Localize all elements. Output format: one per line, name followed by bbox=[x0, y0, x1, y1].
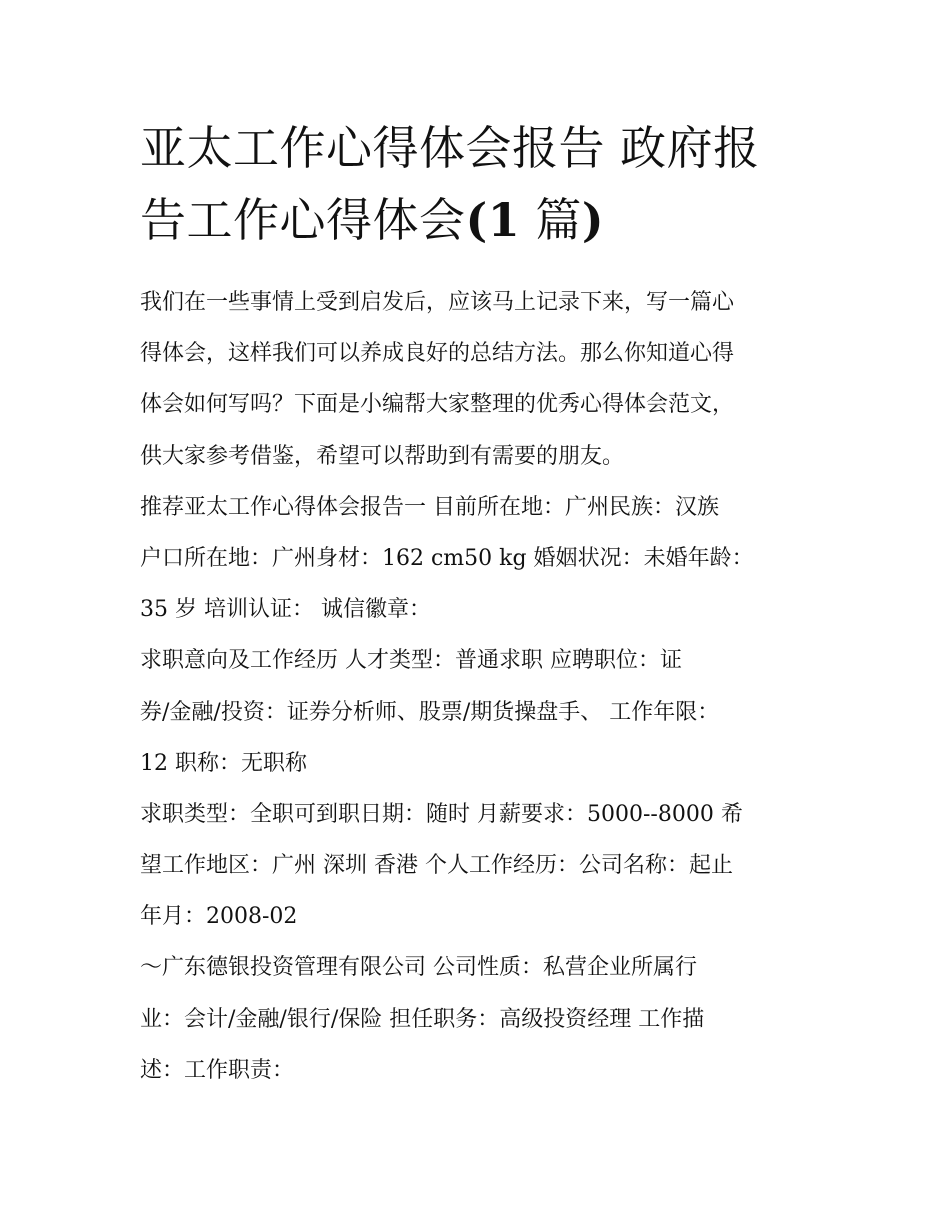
title-count-open: (1 bbox=[465, 193, 521, 247]
body-line: 求职类型：全职可到职日期：随时 月薪要求：5000--8000 希 bbox=[140, 801, 743, 827]
body-line: 我们在一些事情上受到启发后，应该马上记录下来，写一篇心 bbox=[140, 290, 735, 315]
body-line: 券/金融/投资：证券分析师、股票/期货操盘手、 工作年限： bbox=[140, 699, 720, 725]
body-line: 35 岁 培训认证： 诚信徽章： bbox=[140, 597, 431, 623]
body-line: 年月：2008-02 bbox=[140, 904, 298, 930]
body-line: 述：工作职责： bbox=[140, 1057, 295, 1083]
body-line: 户口所在地：广州身材：162 cm50 kg 婚姻状况：未婚年龄： bbox=[140, 545, 754, 571]
body-line: 体会如何写吗？下面是小编帮大家整理的优秀心得体会范文， bbox=[140, 392, 735, 418]
body-line: 业：会计/金融/银行/保险 担任职务：高级投资经理 工作描 bbox=[140, 1006, 705, 1032]
body-line: 得体会，这样我们可以养成良好的总结方法。那么你知道心得 bbox=[140, 341, 735, 367]
title-line-1: 亚太工作心得体会报告 政府报 bbox=[140, 121, 760, 175]
title-count-close: ) bbox=[581, 193, 605, 247]
body-line: 12 职称：无职称 bbox=[140, 750, 307, 776]
body-line: 推荐亚太工作心得体会报告一 目前所在地：广州民族：汉族 bbox=[140, 494, 719, 520]
document-title bbox=[140, 112, 830, 256]
title-line-2 bbox=[140, 184, 830, 256]
document-body bbox=[140, 277, 830, 1096]
body-line: ～广东德银投资管理有限公司 公司性质：私营企业所属行 bbox=[140, 955, 697, 981]
body-line: 求职意向及工作经历 人才类型：普通求职 应聘职位：证 bbox=[140, 648, 682, 674]
body-line: 供大家参考借鉴，希望可以帮助到有需要的朋友。 bbox=[140, 443, 625, 469]
title-count-unit: 篇 bbox=[520, 193, 582, 247]
title-line-2-prefix: 告工作心得体会 bbox=[140, 193, 466, 247]
body-line: 望工作地区：广州 深圳 香港 个人工作经历：公司名称：起止 bbox=[140, 853, 733, 879]
